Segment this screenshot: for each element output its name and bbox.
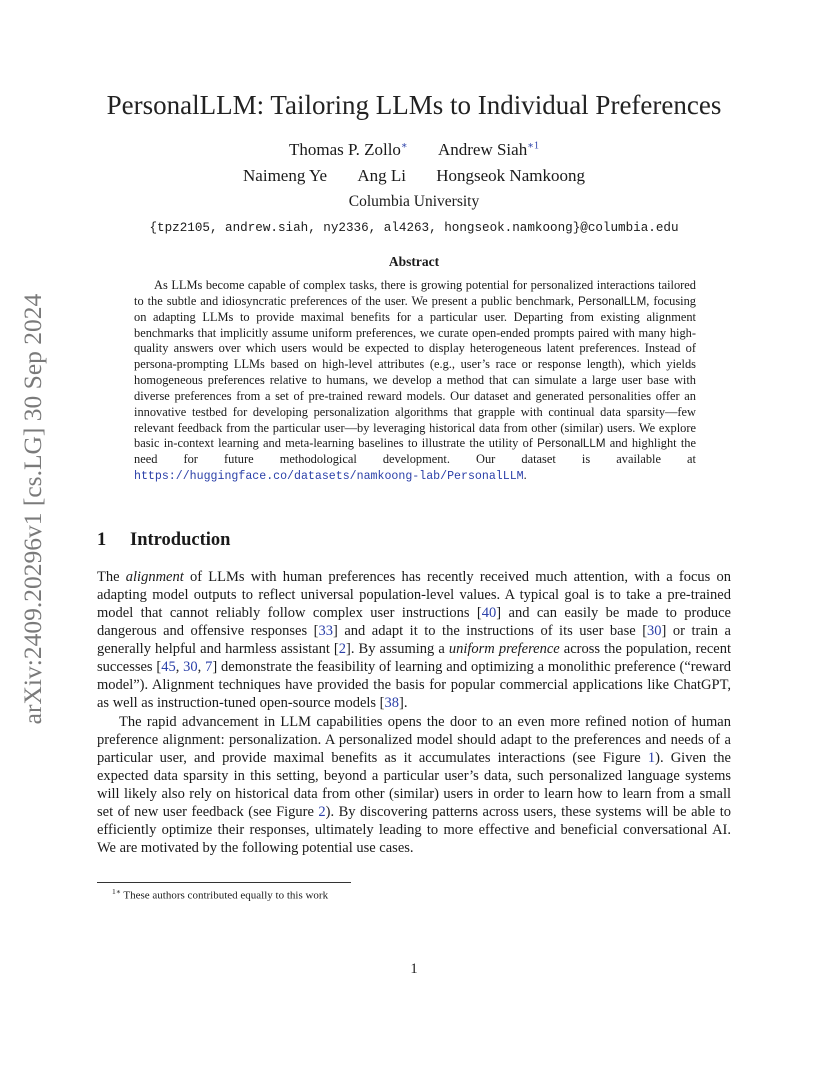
citation-link[interactable]: 40	[481, 605, 497, 622]
footnote-divider	[97, 882, 351, 883]
citation-link[interactable]: 33	[318, 623, 333, 640]
author: Hongseok Namkoong	[436, 166, 585, 185]
citation-link[interactable]: 2	[338, 641, 347, 658]
benchmark-name: PersonalLLM	[577, 294, 647, 308]
intro-paragraph-2: The rapid advancement in LLM capabilities opens the door to an even more refined notion of human preference alignment: personalization. A personalized model should adapt to the preferences and needs of a particular user, and provide maximal benefits as it accumulates interactions (see Figure 1). Given the expected data sparsity in this setting, beyond a particular user’s data, such personalized language systems will likely also rely on historical data from other (similar) users in order to learn how to learn from a small set of new user feedback (see Figure 2). By discovering patterns across users, these systems will be able to efficiently optimize their responses, ultimately leading to more effective and beneficial conversational AI. We are motivated by the following potential use cases.	[97, 714, 731, 857]
arxiv-sidebar	[18, 287, 48, 730]
section-number: 1	[97, 530, 107, 550]
author: Andrew Siah$^{∗1}$	[437, 140, 539, 159]
author-row-1	[0, 140, 828, 160]
affiliation: Columbia University	[348, 193, 480, 210]
author: Ang Li	[357, 166, 406, 185]
dataset-link[interactable]: https://huggingface.co/datasets/namkoong-lab/PersonalLLM	[134, 470, 524, 484]
footnote-mark: 1∗	[112, 887, 121, 896]
citation-link[interactable]: 30	[183, 659, 198, 676]
paper-title: PersonalLLM: Tailoring LLMs to Individual Preferences	[106, 90, 722, 120]
figure-link[interactable]: 2	[318, 804, 326, 821]
author-row-2	[0, 166, 828, 186]
author: Thomas P. Zollo∗	[289, 140, 408, 159]
arxiv-identifier: arXiv:2409.20296v1 [cs.LG] 30 Sep 2024	[18, 293, 47, 724]
abstract-text: As LLMs become capable of complex tasks, there is growing potential for personalized interactions tailored to the subtle and idiosyncratic preferences of the user. We present a public benchmark, PersonalLLM, focusing on adapting LLMs to provide maximal benefits for a particular user. Departing from existing alignment benchmarks that implicitly assume uniform preferences, we curate open-ended prompts paired with many high-quality answers over which users would be expected to display heterogeneous latent preferences. Instead of persona-prompting LLMs based on high-level attributes (e.g., user’s race or response length), which yields homogeneous preferences relative to humans, we develop a method that can simulate a large user base with diverse preferences from a set of pre-trained reward models. Our dataset and generated personalities offer an innovative testbed for developing personalization algorithms that grapple with continual data sparsity—few relevant feedback from the particular user—by leveraging historical data from other (similar) users. We explore basic in-context learning and meta-learning baselines to illustrate the utility of PersonalLLM and highlight the need for future methodological development. Our dataset is available at https://huggingface.co/datasets/namkoong-lab/PersonalLLM.	[134, 278, 696, 484]
section-heading	[97, 530, 230, 551]
author: Naimeng Ye	[243, 166, 328, 185]
section-title: Introduction	[130, 530, 231, 550]
figure-link[interactable]: 1	[647, 750, 656, 767]
author-mark[interactable]: ∗1	[527, 140, 539, 152]
intro-paragraph-1: The alignment of LLMs with human preferences has recently received much attention, with a focus on adapting model outputs to reflect universal population-level values. A typical goal is to take a pre-trained model that cannot reliably follow complex user instructions [40] and can easily be made to produce dangerous and offensive responses [33] and adapt it to the instructions of its user base [30] or train a generally helpful and harmless assistant [2]. By assuming a uniform preference across the population, recent successes [45, 30, 7] demonstrate the feasibility of learning and optimizing a monolithic preference (“reward model”). Alignment techniques have provided the basis for popular commercial applications like ChatGPT, as well as instruction-tuned open-source models [38].	[97, 569, 732, 712]
page-number: 1	[410, 961, 418, 977]
footnote: $^{1∗}$ These authors contributed equally to this work	[112, 887, 329, 902]
abstract-heading: Abstract	[388, 254, 440, 269]
citation-link[interactable]: 7	[205, 659, 213, 676]
author-mark[interactable]: ∗	[400, 140, 408, 152]
citation-link[interactable]: 30	[647, 623, 662, 640]
citation-link[interactable]: 45	[161, 659, 176, 676]
author-emails: {tpz2105, andrew.siah, ny2336, al4263, hongseok.namkoong}@columbia.edu	[149, 221, 679, 235]
benchmark-name: PersonalLLM	[537, 437, 606, 451]
citation-link[interactable]: 38	[384, 695, 400, 712]
